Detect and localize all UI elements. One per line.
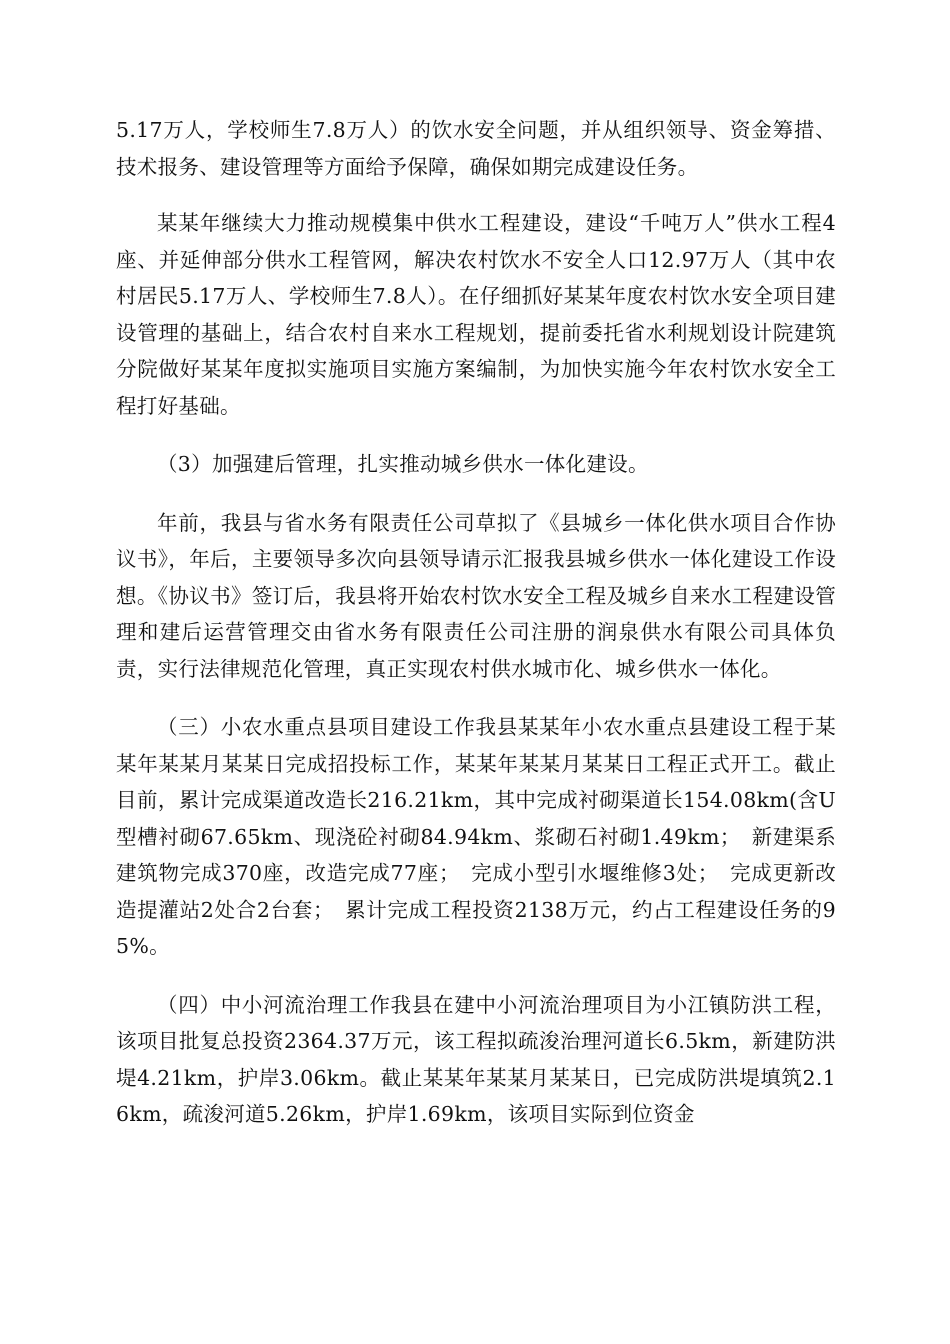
paragraph-continuation: 5.17万人，学校师生7.8万人）的饮水安全问题，并从组织领导、资金筹措、技术报务、建设管理等方面给予保障，确保如期完成建设任务。 — [116, 118, 836, 179]
paragraph-heading-management: （3）加强建后管理，扎实推动城乡供水一体化建设。 — [157, 452, 649, 476]
paragraph-integration-agreement: 年前，我县与省水务有限责任公司草拟了《县城乡一体化供水项目合作协议书》，年后，主要领导多次向县领导请示汇报我县城乡供水一体化建设工作设想。《协议书》签订后，我县将开始农村饮水安全工程及城乡自来水工程建设管理和建后运营管理交由省水务有限责任公司注册的润泉供水有限公司具体负责，实行法律规范化管理，真正实现农村供水城市化、城乡供水一体化。 — [116, 510, 836, 681]
paragraph-river-governance: （四）中小河流治理工作我县在建中小河流治理项目为小江镇防洪工程，该项目批复总投资2364.37万元，该工程拟疏浚治理河道长6.5km，新建防洪堤4.21km，护岸3.06km。截止某某年某某月某某日，已完成防洪堤填筑2.16km，疏浚河道5.26km，护岸1.69km，该项目实际到位资金 — [116, 992, 836, 1126]
paragraph-small-irrigation: （三）小农水重点县项目建设工作我县某某年小农水重点县建设工程于某某年某某月某某日完成招投标工作，某某年某某月某某日工程正式开工。截止目前，累计完成渠道改造长216.21km，其中完成衬砌渠道长154.08km(含U型槽衬砌67.65km、现浇砼衬砌84.94km、浆砌石衬砌1.49km； 新建渠系建筑物完成370座，改造完成77座； 完成小型引水堰维修3处； 完成更新改造提灌站2处合2台套； 累计完成工程投资2138万元，约占工程建设任务的95%。 — [116, 715, 836, 958]
document-page — [116, 112, 836, 1133]
paragraph-water-supply-construction: 某某年继续大力推动规模集中供水工程建设，建设“千吨万人”供水工程4座、并延伸部分供水工程管网，解决农村饮水不安全人口12.97万人（其中农村居民5.17万人、学校师生7.8人）。在仔细抓好某某年度农村饮水安全项目建设管理的基础上，结合农村自来水工程规划，提前委托省水利规划设计院建筑分院做好某某年度拟实施项目实施方案编制，为加快实施今年农村饮水安全工程打好基础。 — [116, 211, 836, 418]
